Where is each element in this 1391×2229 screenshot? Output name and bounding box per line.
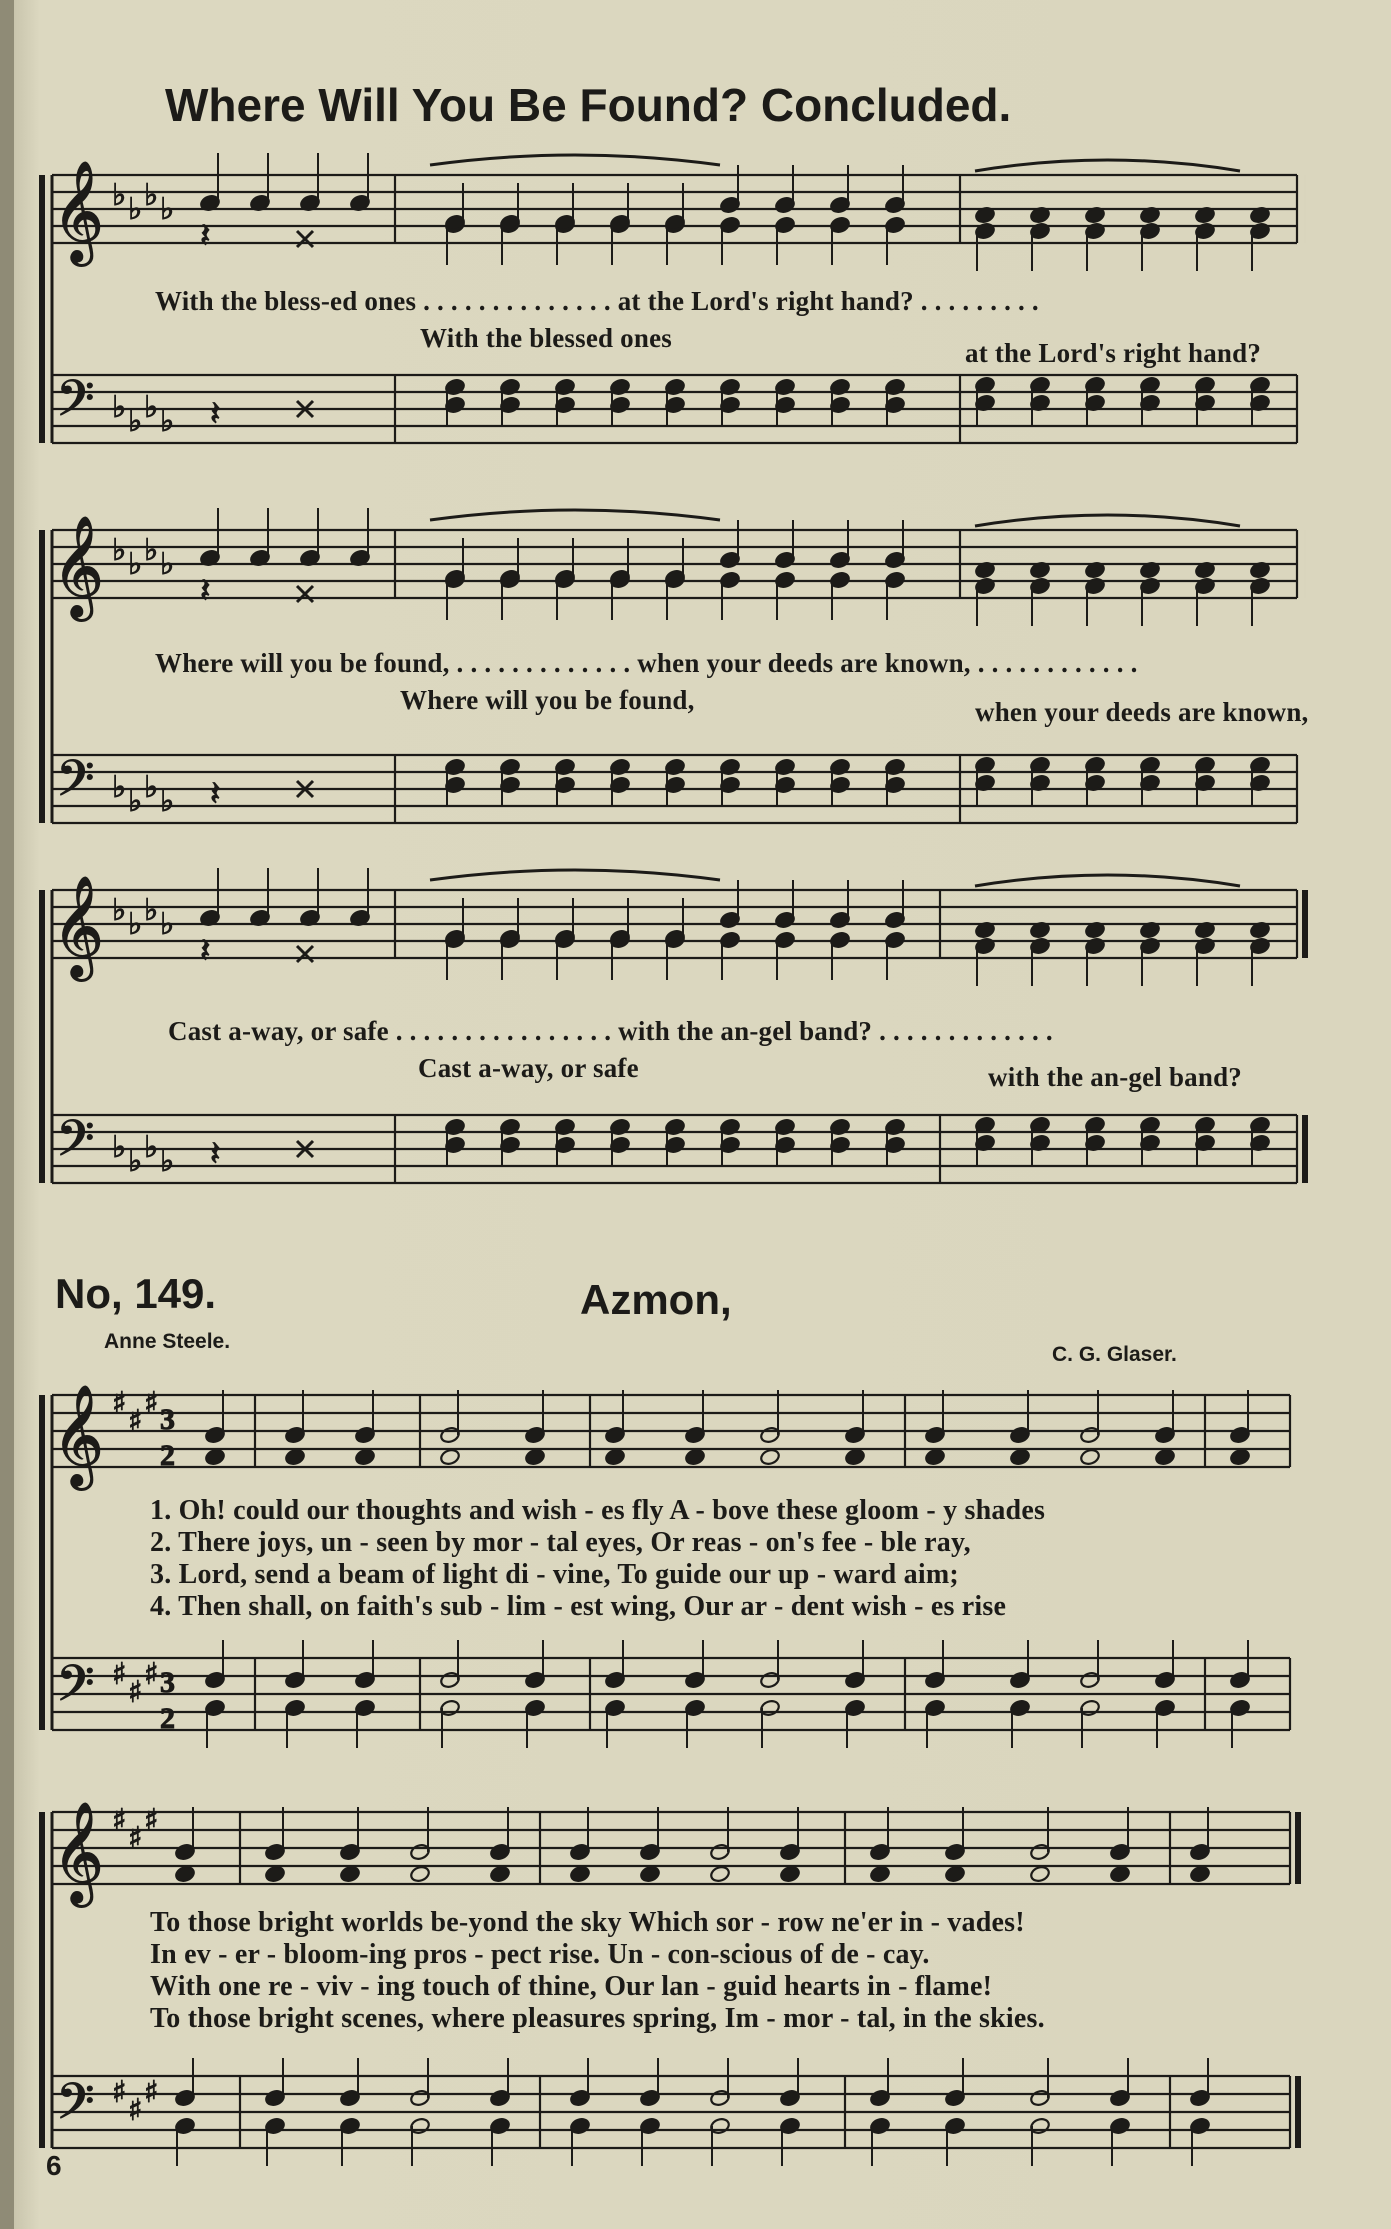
lyric-lower-left-system-1: With the blessed ones bbox=[420, 323, 672, 353]
lyric-lower-right-system-3: with the an-gel band? bbox=[988, 1062, 1242, 1092]
rest: 𝄽 bbox=[200, 571, 211, 611]
note-head bbox=[844, 1448, 865, 1466]
note-head bbox=[409, 1865, 430, 1883]
flat-sign: ♭ bbox=[144, 390, 159, 425]
flat-sign: ♭ bbox=[128, 192, 143, 227]
bass-clef-icon: 𝄢 bbox=[56, 750, 95, 820]
flat-sign: ♭ bbox=[160, 547, 175, 582]
treble-clef-icon: 𝄞 bbox=[52, 159, 105, 262]
treble-clef-icon: 𝄞 bbox=[52, 1383, 105, 1486]
flat-sign: ♭ bbox=[144, 770, 159, 805]
treble-clef-icon: 𝄞 bbox=[52, 874, 105, 977]
lyric-lower-right-system-1: at the Lord's right hand? bbox=[965, 338, 1262, 368]
note-head bbox=[759, 1448, 780, 1466]
rest: 𝄽 bbox=[210, 774, 221, 814]
note-head bbox=[709, 1865, 730, 1883]
rest: 𝄽 bbox=[200, 216, 211, 256]
note-head bbox=[779, 1865, 800, 1883]
lyric-lower-left-system-2: Where will you be found, bbox=[400, 685, 695, 715]
verse-4-line-2: To those bright scenes, where pleasures spring, Im - mor - tal, in the skies. bbox=[150, 2003, 1045, 2034]
flat-sign: ♭ bbox=[128, 907, 143, 942]
flat-sign: ♭ bbox=[160, 784, 175, 819]
slur bbox=[430, 155, 720, 165]
sharp-sign: ♯ bbox=[128, 1675, 143, 1710]
lyric-upper-system-1: With the bless-ed ones . . . . . . . . . . . . . . at the Lord's right hand? . . . . . . . . . bbox=[155, 286, 1039, 316]
verse-2-line-2: In ev - er - bloom-ing pros - pect rise. Un - con-scious of de - cay. bbox=[150, 1939, 930, 1970]
time-signature-bottom: 2 bbox=[160, 1702, 175, 1735]
note-head bbox=[1189, 1865, 1210, 1883]
sharp-sign: ♯ bbox=[128, 2093, 143, 2128]
note-head bbox=[1009, 1448, 1030, 1466]
bass-clef-icon: 𝄢 bbox=[56, 2073, 95, 2143]
sharp-sign: ♯ bbox=[144, 1803, 159, 1838]
flat-sign: ♭ bbox=[128, 1144, 143, 1179]
bass-clef-icon: 𝄢 bbox=[56, 370, 95, 440]
flat-sign: ♭ bbox=[160, 1144, 175, 1179]
flat-sign: ♭ bbox=[112, 178, 127, 213]
note-head bbox=[1229, 1448, 1250, 1466]
flat-sign: ♭ bbox=[112, 390, 127, 425]
note-head bbox=[869, 1865, 890, 1883]
note-head bbox=[354, 1448, 375, 1466]
flat-sign: ♭ bbox=[160, 907, 175, 942]
sharp-sign: ♯ bbox=[112, 1657, 127, 1692]
lyric-upper-system-2: Where will you be found, . . . . . . . . . . . . . when your deeds are known, . . . . . . . . . . . . bbox=[155, 648, 1138, 678]
bass-clef-icon: 𝄢 bbox=[56, 1655, 95, 1725]
verse-1-line-2: To those bright worlds be-yond the sky Which sor - row ne'er in - vades! bbox=[150, 1907, 1025, 1938]
slur bbox=[430, 510, 720, 520]
lyric-lower-right-system-2: when your deeds are known, bbox=[975, 697, 1309, 727]
verse-3-line-2: With one re - viv - ing touch of thine, Our lan - guid hearts in - flame! bbox=[150, 1971, 993, 2002]
flat-sign: ♭ bbox=[112, 893, 127, 928]
note-head bbox=[489, 1865, 510, 1883]
sharp-sign: ♯ bbox=[144, 2075, 159, 2110]
note-head bbox=[264, 1865, 285, 1883]
flat-sign: ♭ bbox=[144, 893, 159, 928]
flat-sign: ♭ bbox=[112, 770, 127, 805]
sharp-sign: ♯ bbox=[112, 1803, 127, 1838]
flat-sign: ♭ bbox=[144, 178, 159, 213]
rest: 𝄽 bbox=[210, 1134, 221, 1174]
flat-sign: ♭ bbox=[144, 533, 159, 568]
verse-2-line-1: 2. There joys, un - seen by mor - tal eyes, Or reas - on's fee - ble ray, bbox=[150, 1527, 971, 1558]
verse-4-line-1: 4. Then shall, on faith's sub - lim - est wing, Our ar - dent wish - es rise bbox=[150, 1591, 1007, 1622]
note-head bbox=[1154, 1448, 1175, 1466]
slur bbox=[975, 515, 1240, 526]
lyric-lower-left-system-3: Cast a-way, or safe bbox=[418, 1053, 639, 1083]
author-credit: Anne Steele. bbox=[104, 1330, 231, 1353]
rest: 𝄽 bbox=[200, 931, 211, 971]
sharp-sign: ♯ bbox=[112, 1386, 127, 1421]
sharp-sign: ♯ bbox=[144, 1386, 159, 1421]
verse-3-line-1: 3. Lord, send a beam of light di - vine, To guide our up - ward aim; bbox=[150, 1559, 959, 1590]
slur bbox=[975, 875, 1240, 886]
note-head bbox=[339, 1865, 360, 1883]
hymn-title: Azmon, bbox=[580, 1276, 732, 1323]
hymn-title: Where Will You Be Found? Concluded. bbox=[165, 79, 1012, 131]
note-head bbox=[284, 1448, 305, 1466]
note-head bbox=[604, 1448, 625, 1466]
lyric-upper-system-3: Cast a-way, or safe . . . . . . . . . . . . . . . . with the an-gel band? . . . . . . . . . . . . . bbox=[168, 1016, 1053, 1046]
note-head bbox=[684, 1448, 705, 1466]
sharp-sign: ♯ bbox=[144, 1657, 159, 1692]
treble-clef-icon: 𝄞 bbox=[52, 514, 105, 617]
flat-sign: ♭ bbox=[160, 404, 175, 439]
composer-credit: C. G. Glaser. bbox=[1052, 1343, 1177, 1366]
note-head bbox=[924, 1448, 945, 1466]
flat-sign: ♭ bbox=[144, 1130, 159, 1165]
note-head bbox=[1079, 1448, 1100, 1466]
note-head bbox=[944, 1865, 965, 1883]
note-head bbox=[639, 1865, 660, 1883]
page-number: 6 bbox=[46, 2150, 62, 2181]
rest: 𝄽 bbox=[210, 394, 221, 434]
slur bbox=[975, 160, 1240, 171]
hymn-number: No, 149. bbox=[55, 1270, 217, 1317]
slur bbox=[430, 870, 720, 880]
flat-sign: ♭ bbox=[112, 533, 127, 568]
flat-sign: ♭ bbox=[128, 547, 143, 582]
flat-sign: ♭ bbox=[112, 1130, 127, 1165]
treble-clef-icon: 𝄞 bbox=[52, 1800, 105, 1903]
time-signature-top: 3 bbox=[160, 1403, 175, 1436]
bass-clef-icon: 𝄢 bbox=[56, 1110, 95, 1180]
note-head bbox=[1029, 1865, 1050, 1883]
sharp-sign: ♯ bbox=[128, 1821, 143, 1856]
sharp-sign: ♯ bbox=[128, 1404, 143, 1439]
note-head bbox=[174, 1865, 195, 1883]
note-head bbox=[569, 1865, 590, 1883]
time-signature-bottom: 2 bbox=[160, 1439, 175, 1472]
note-head bbox=[439, 1448, 460, 1466]
verse-1-line-1: 1. Oh! could our thoughts and wish - es fly A - bove these gloom - y shades bbox=[150, 1495, 1046, 1526]
note-head bbox=[524, 1448, 545, 1466]
flat-sign: ♭ bbox=[128, 404, 143, 439]
flat-sign: ♭ bbox=[160, 192, 175, 227]
sharp-sign: ♯ bbox=[112, 2075, 127, 2110]
time-signature-top: 3 bbox=[160, 1666, 175, 1699]
flat-sign: ♭ bbox=[128, 784, 143, 819]
note-head bbox=[204, 1448, 225, 1466]
note-head bbox=[1109, 1865, 1130, 1883]
